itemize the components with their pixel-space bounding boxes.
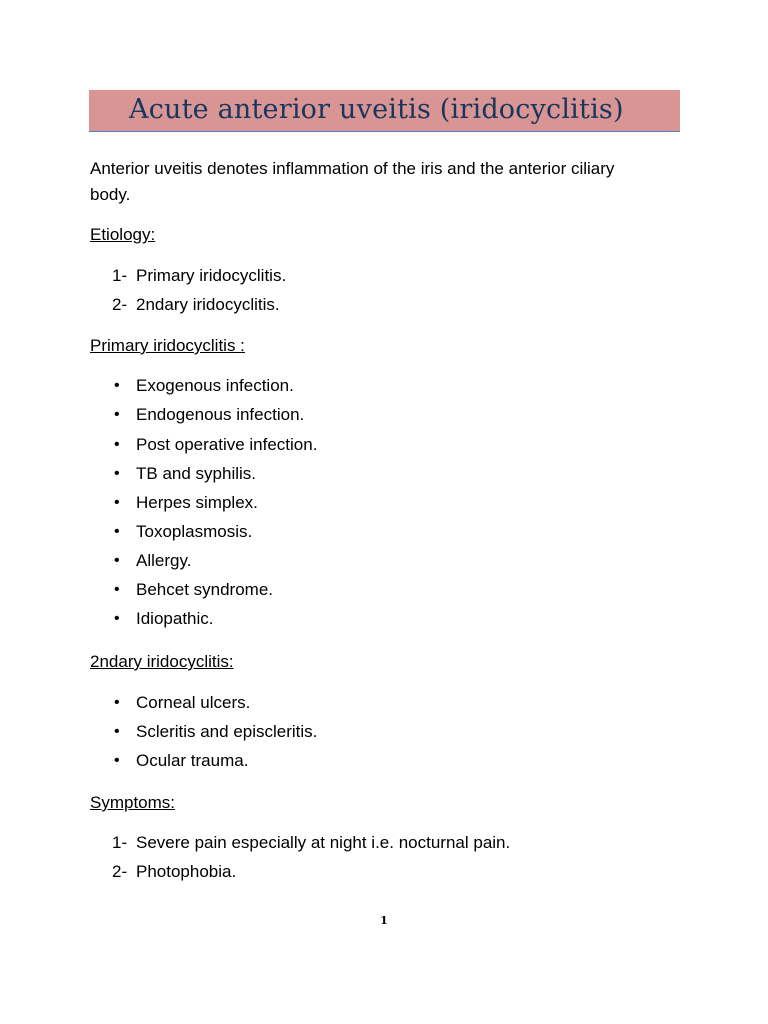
list-item-text: Herpes simplex. [136, 493, 258, 512]
list-marker: 2- [112, 862, 128, 881]
list-item-text: Severe pain especially at night i.e. nocturnal pain. [136, 833, 511, 852]
bullet-icon: • [114, 610, 120, 627]
bullet-icon: • [114, 552, 120, 569]
bullet-icon: • [114, 436, 120, 453]
etiology-heading: Etiology: [90, 225, 156, 244]
page-number: 1 [380, 914, 388, 927]
bullet-icon: • [114, 581, 120, 598]
list-marker: 2- [112, 295, 128, 314]
bullet-icon: • [114, 406, 120, 423]
list-item-text: Corneal ulcers. [136, 693, 251, 712]
bullet-icon: • [114, 752, 120, 769]
bullet-icon: • [114, 377, 120, 394]
list-item-text: Exogenous infection. [136, 376, 294, 395]
bullet-icon: • [114, 523, 120, 540]
list-item-text: Primary iridocyclitis. [136, 266, 287, 285]
list-item-text: TB and syphilis. [136, 464, 256, 483]
bullet-icon: • [114, 465, 120, 482]
list-item-text: Behcet syndrome. [136, 580, 274, 599]
list-item-text: Toxoplasmosis. [136, 522, 253, 541]
intro-paragraph [90, 156, 614, 208]
list-item-text: Scleritis and episcleritis. [136, 722, 318, 741]
list-item-text: Idiopathic. [136, 609, 214, 628]
title-banner [89, 90, 680, 132]
bullet-icon: • [114, 694, 120, 711]
intro-line-1: Anterior uveitis denotes inflammation of the iris and the anterior ciliary [90, 159, 615, 178]
list-item-text: Allergy. [136, 551, 192, 570]
document-title: Acute anterior uveitis (iridocyclitis) [129, 94, 624, 125]
bullet-icon: • [114, 494, 120, 511]
symptoms-heading: Symptoms: [90, 793, 176, 812]
intro-line-2: body. [90, 185, 131, 204]
list-item-text: Post operative infection. [136, 435, 318, 454]
list-marker: 1- [112, 266, 128, 285]
list-item-text: 2ndary iridocyclitis. [136, 295, 280, 314]
primary-iridocyclitis-heading: Primary iridocyclitis : [90, 336, 245, 355]
secondary-iridocyclitis-heading: 2ndary iridocyclitis: [90, 652, 234, 671]
list-item-text: Photophobia. [136, 862, 237, 881]
list-item-text: Endogenous infection. [136, 405, 305, 424]
bullet-icon: • [114, 723, 120, 740]
list-item-text: Ocular trauma. [136, 751, 249, 770]
list-marker: 1- [112, 833, 128, 852]
